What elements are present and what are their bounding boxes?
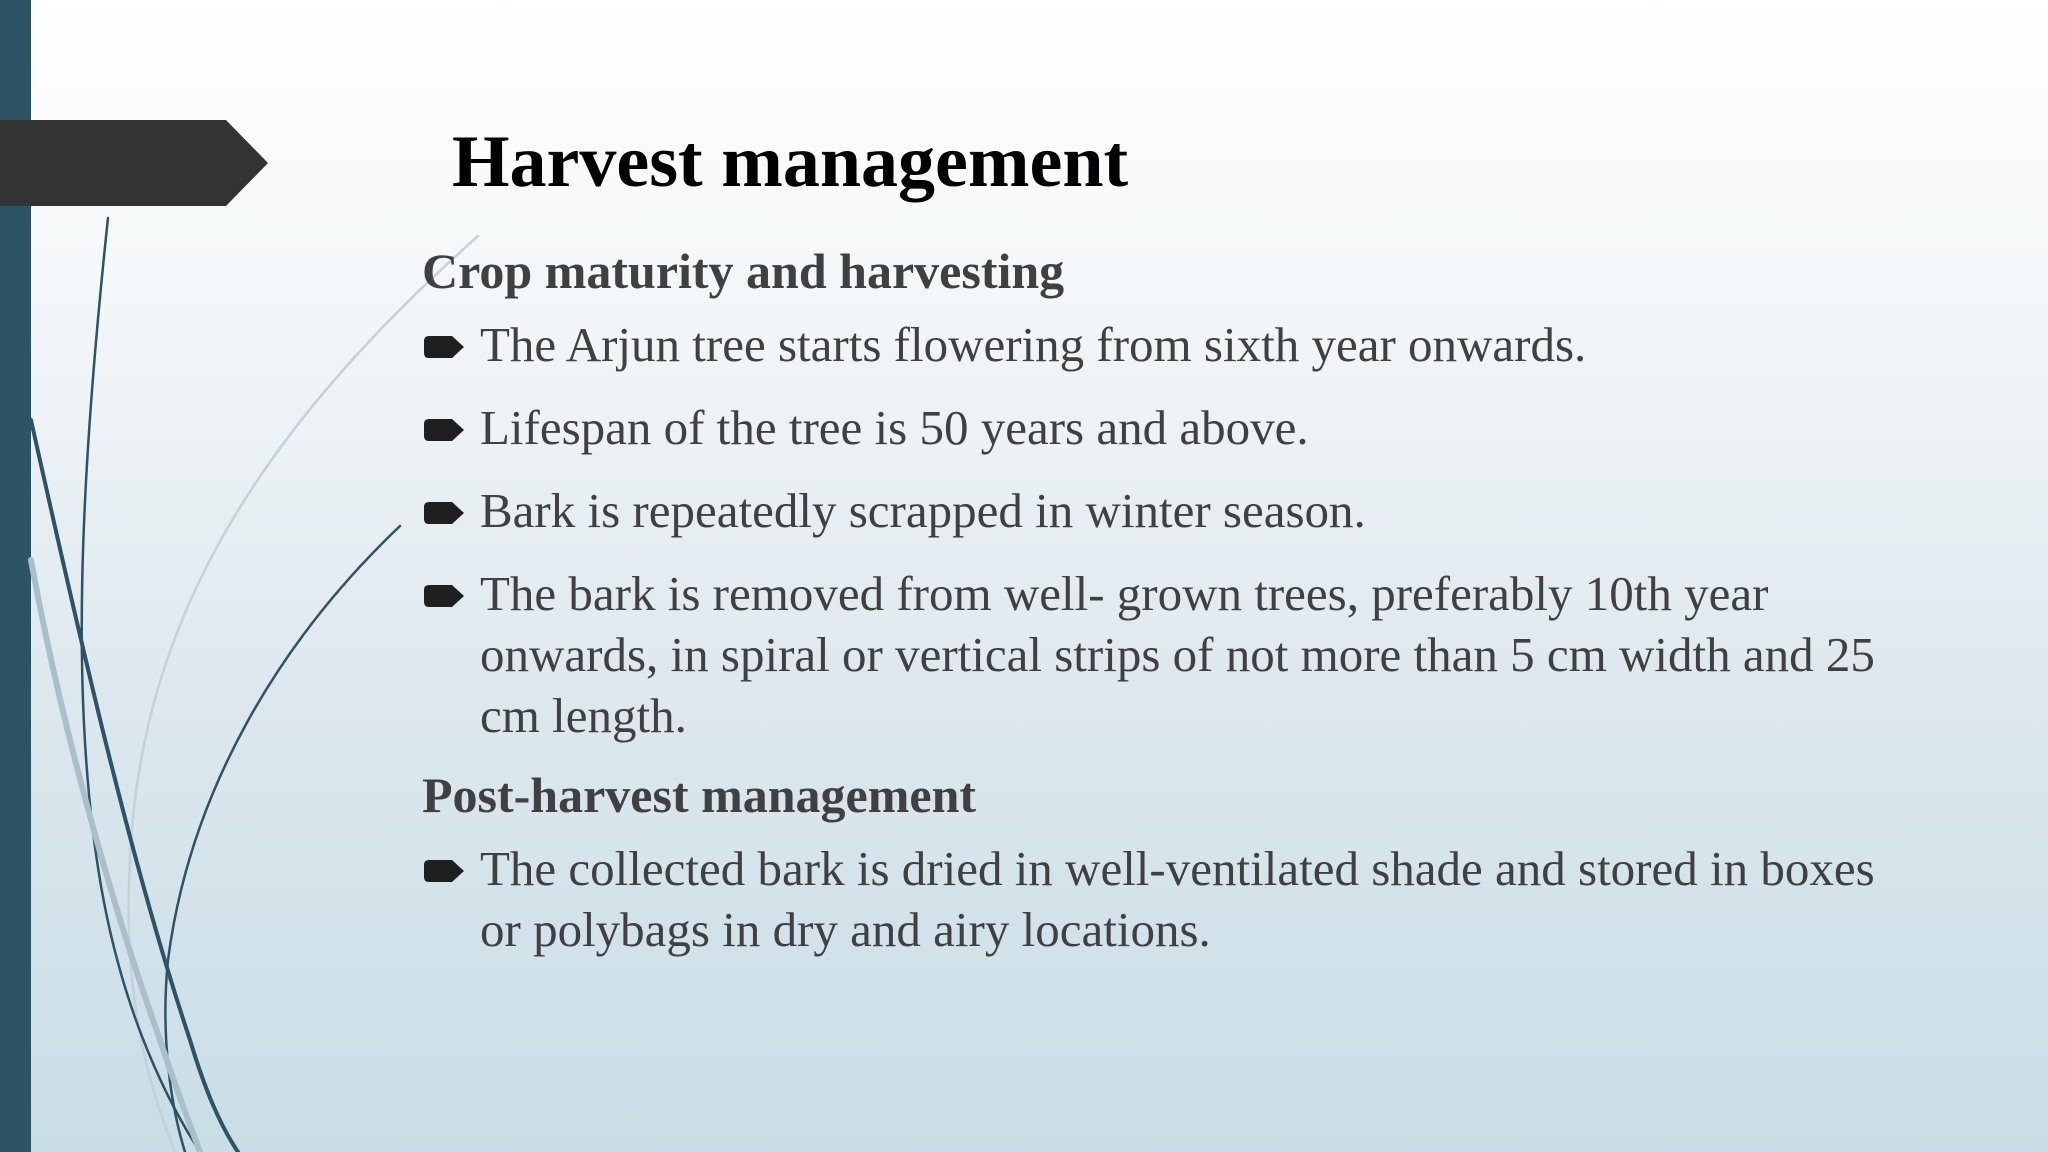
bullet-text: Bark is repeatedly scrapped in winter season. [480, 483, 1366, 538]
list-item [422, 480, 1902, 541]
slide-title: Harvest management [452, 121, 1129, 203]
list-item [422, 397, 1902, 458]
crop-maturity-bullet-list [422, 314, 1902, 746]
arrow-bullet-icon [424, 585, 464, 607]
arrow-bullet-icon [424, 860, 464, 882]
section-heading-crop-maturity: Crop maturity and harvesting [422, 243, 1065, 299]
bullet-text: The bark is removed from well- grown trees, preferably 10th year onwards, in spiral or vertical strips of not more than 5 cm width and 25 cm length. [480, 566, 1875, 743]
post-harvest-bullet-list [422, 838, 1902, 960]
list-item [422, 838, 1902, 960]
arrow-bullet-icon [424, 419, 464, 441]
bullet-text: The collected bark is dried in well-ventilated shade and stored in boxes or polybags in dry and airy locations. [480, 841, 1875, 957]
slide-content [422, 240, 1902, 960]
title-tab-arrow [0, 120, 268, 206]
list-item [422, 314, 1902, 375]
section-heading-post-harvest: Post-harvest management [422, 767, 977, 823]
bullet-text: Lifespan of the tree is 50 years and above. [480, 400, 1309, 455]
list-item [422, 563, 1902, 746]
bullet-text: The Arjun tree starts flowering from sixth year onwards. [480, 317, 1587, 372]
arrow-bullet-icon [424, 502, 464, 524]
arrow-bullet-icon [424, 336, 464, 358]
